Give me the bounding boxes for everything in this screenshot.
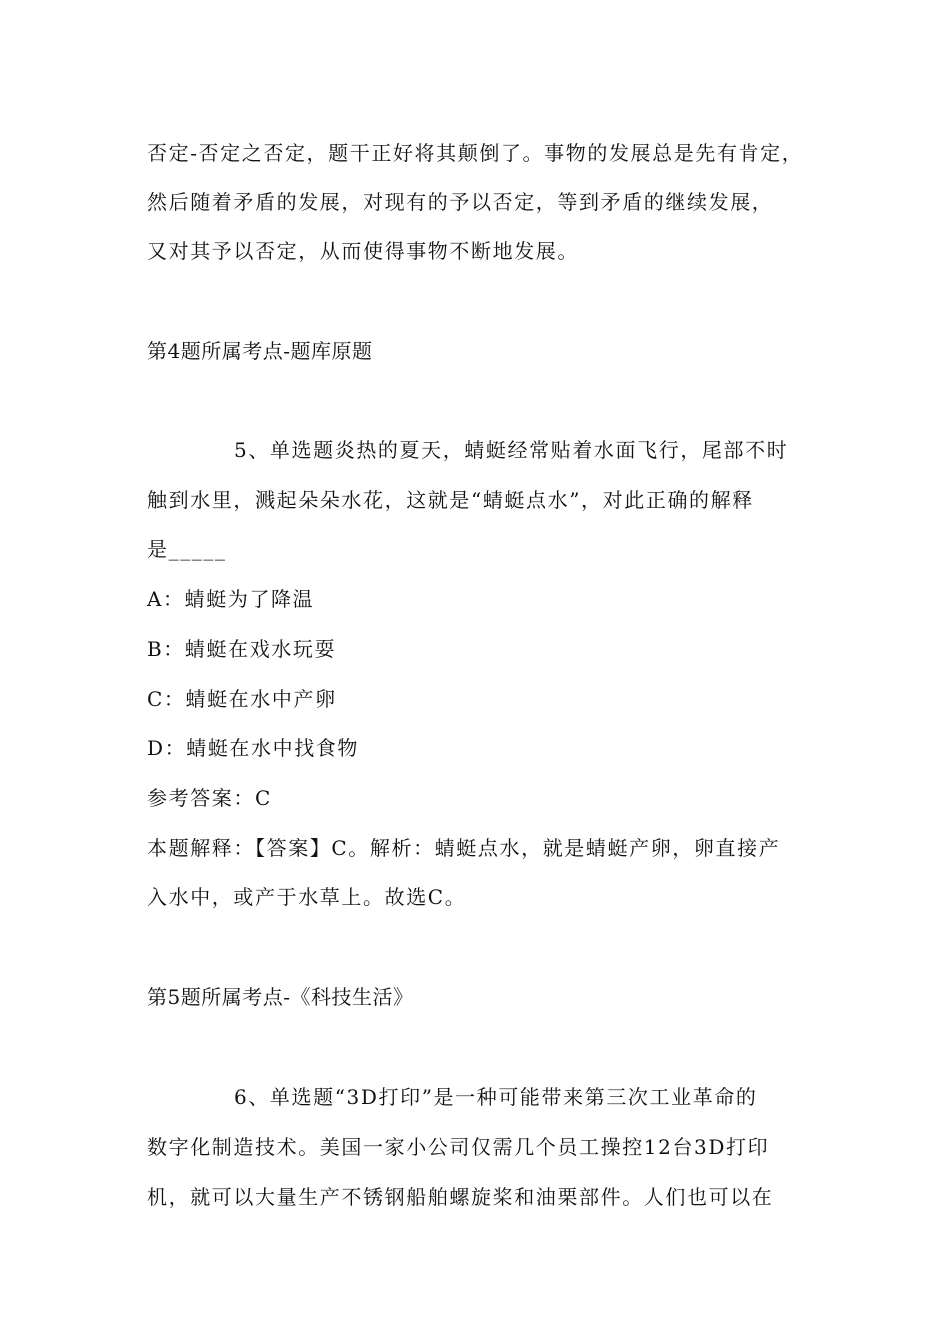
reference-answer: 参考答案：C [147,786,272,810]
option-c: C：蜻蜓在水中产卵 [147,687,337,711]
explanation-line-2: 入水中，或产于水草上。故选C。 [147,885,467,909]
question-5-stem-line-1: 5、单选题炎热的夏天，蜻蜓经常贴着水面飞行，尾部不时 [234,438,789,462]
question-5-stem-line-2: 触到水里，溅起朵朵水花，这就是“蜻蜓点水”，对此正确的解释 [147,488,754,512]
paragraph-line-3: 又对其予以否定，从而使得事物不断地发展。 [147,239,579,263]
question-6-stem-line-2: 数字化制造技术。美国一家小公司仅需几个员工操控12台3D打印 [147,1135,770,1159]
question-6-stem-line-3: 机，就可以大量生产不锈钢船舶螺旋桨和油栗部件。人们也可以在 [147,1185,774,1209]
question-4-topic: 第4题所属考点-题库原题 [147,339,373,363]
option-d: D：蜻蜓在水中找食物 [147,736,360,760]
question-5-topic: 第5题所属考点-《科技生活》 [147,985,414,1009]
option-b: B：蜻蜓在戏水玩耍 [147,637,337,661]
paragraph-line-1: 否定-否定之否定，题干正好将其颠倒了。事物的发展总是先有肯定， [147,141,804,165]
question-6-stem-line-1: 6、单选题“3D打印”是一种可能带来第三次工业革命的 [234,1085,758,1109]
paragraph-line-2: 然后随着矛盾的发展，对现有的予以否定，等到矛盾的继续发展， [147,190,774,214]
explanation-line-1: 本题解释：【答案】C。解析：蜻蜓点水，就是蜻蜓产卵，卵直接产 [147,836,781,860]
question-5-stem-line-3: 是_____ [147,537,227,561]
option-a: A：蜻蜓为了降温 [147,587,315,611]
